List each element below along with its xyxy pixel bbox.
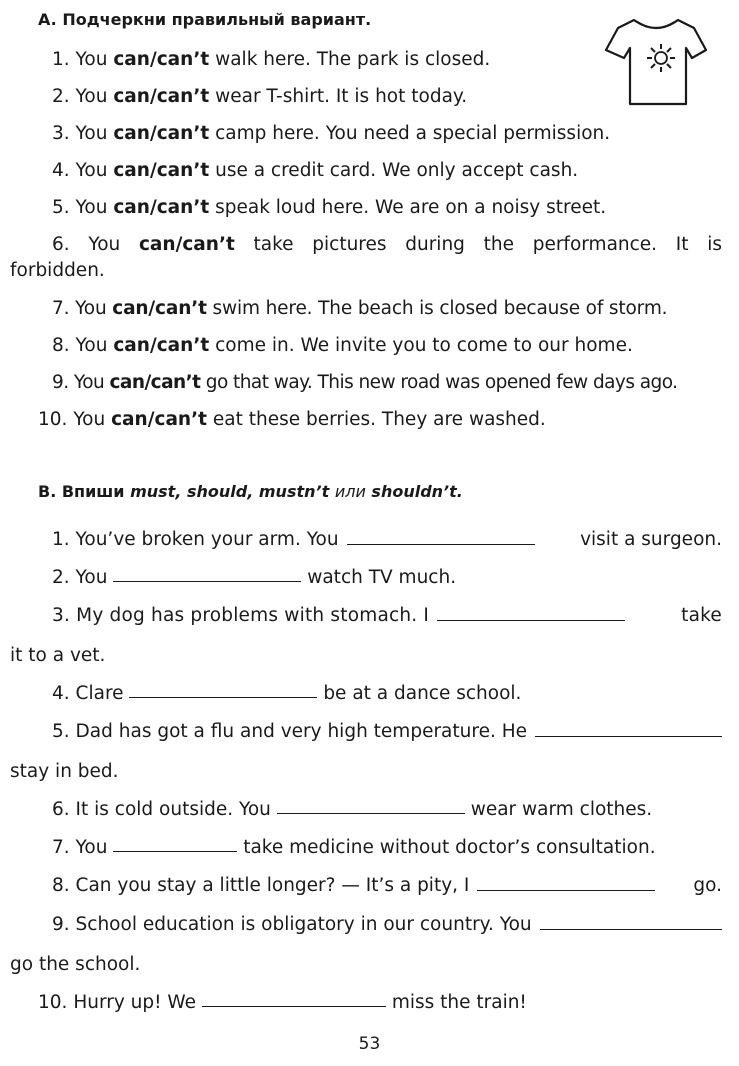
item-word: during [405,234,465,255]
item-text: wear T-shirt. It is hot today. [215,86,468,107]
item-text: Clare [75,683,124,704]
answer-blank[interactable] [113,580,301,582]
answer-blank[interactable] [437,619,625,621]
item-number: 7. [52,837,70,858]
item-number: 3. [52,605,71,626]
modal-choice[interactable]: can/can’t [113,49,210,70]
item-number: 8. [52,335,70,356]
item-number: 3. [52,123,70,144]
item-text: You [75,837,108,858]
exercise-b-item [38,991,527,1015]
modal-choice[interactable]: can/can’t [113,160,210,181]
item-text: wear warm clothes. [470,799,653,820]
item-continuation: go the school. [10,954,141,975]
item-number: 10. [38,409,68,430]
item-text: You [75,298,107,319]
modal-choice[interactable]: can/can’t [113,335,210,356]
item-text: eat these berries. They are washed. [212,409,546,430]
tshirt-sun-icon [604,14,708,110]
exercise-b-item [52,720,722,744]
item-text: You [75,567,108,588]
item-text: watch TV much. [307,567,457,588]
item-text: camp here. You need a special permission. [215,123,611,144]
item-text [52,913,532,937]
item-text: go that way. This new road was opened few days ago. [205,372,678,393]
exercise-a-item [52,196,606,220]
modal-choice[interactable]: can/can’t [109,372,201,393]
item-word: the [483,234,514,255]
item-text: use a credit card. We only accept cash. [215,160,579,181]
item-number: 1. [52,529,70,550]
item-text: take medicine without doctor’s consultation. [243,837,656,858]
exercise-a-item [10,233,722,283]
item-number: 9. [52,372,69,393]
item-text [52,528,339,552]
item-text: come in. We invite you to come to our home. [215,335,633,356]
item-number: 9. [52,914,70,935]
answer-blank[interactable] [477,889,655,891]
item-text: You [75,49,108,70]
item-text: You [73,372,105,393]
item-text: You [88,234,121,255]
section-a-heading: A. Подчеркни правильный вариант. [38,10,372,29]
page-number: 53 [358,1034,381,1054]
item-text: You’ve broken your arm. You [75,529,339,550]
item-text: You [75,197,108,218]
item-text: My dog has problems with stomach. I [76,605,430,626]
item-number: 4. [52,160,70,181]
answer-blank[interactable] [113,850,237,852]
item-continuation: stay in bed. [10,761,119,782]
item-word: take [253,234,294,255]
answer-blank[interactable] [202,1005,386,1007]
item-text [52,720,527,744]
exercise-a-item [52,371,678,395]
exercise-b-item [52,874,722,898]
exercise-a-item [52,334,633,358]
modal-choice[interactable]: can/can’t [112,298,207,319]
item-number: 8. [52,875,70,896]
item-text: walk here. The park is closed. [215,49,491,70]
item-text [52,874,469,898]
item-text: It is cold outside. You [75,799,271,820]
item-word: is [707,234,722,255]
exercise-a-item [52,85,467,109]
item-text: Dad has got a flu and very high temperature. He [75,721,528,742]
item-text: You [73,409,106,430]
exercise-b-item [52,836,656,860]
item-text: visit a surgeon. [580,529,722,550]
item-continuation: forbidden. [10,260,105,281]
answer-blank[interactable] [277,812,465,814]
modal-choice[interactable]: can/can’t [113,197,210,218]
modal-choice[interactable]: can/can’t [113,86,210,107]
item-text: go. [693,875,722,896]
exercise-b-item [52,566,456,590]
exercise-a-item [52,122,610,146]
item-text: You [75,335,108,356]
item-word: performance. [532,234,658,255]
item-text: swim here. The beach is closed because of storm. [212,298,668,319]
item-text: Can you stay a little longer? — It’s a pity, I [75,875,470,896]
item-number: 10. [38,992,68,1013]
item-number: 6. [52,799,70,820]
section-b-heading: B. Впиши must, should, mustn’t или shouldn’t. [38,482,463,501]
modal-choice[interactable]: can/can’t [138,234,235,255]
item-number: 2. [52,86,70,107]
item-number: 5. [52,197,70,218]
item-text: speak loud here. We are on a noisy street. [215,197,607,218]
exercise-a-item [52,159,578,183]
answer-blank[interactable] [540,928,722,930]
item-number: 2. [52,567,70,588]
exercise-b-item [52,604,722,628]
modal-choice[interactable]: can/can’t [111,409,207,430]
item-word: pictures [312,234,387,255]
item-number: 4. [52,683,70,704]
item-text: School education is obligatory in our country. You [75,914,532,935]
answer-blank[interactable] [347,543,535,545]
item-text: be at a dance school. [323,683,522,704]
answer-blank[interactable] [535,735,722,737]
item-text: 6. [52,234,70,255]
exercise-b-item [52,528,722,552]
item-word: It [675,234,689,255]
item-text: take [681,605,722,626]
exercise-a-item [52,297,667,321]
item-continuation: it to a vet. [10,645,106,666]
exercise-b-item [52,798,652,822]
exercise-a-item [38,408,546,432]
item-text: Hurry up! We [73,992,197,1013]
item-number: 7. [52,298,70,319]
exercise-a-item [52,48,490,72]
exercise-b-item [52,682,521,706]
answer-blank[interactable] [129,696,317,698]
item-text: You [75,86,108,107]
modal-choice[interactable]: can/can’t [113,123,210,144]
item-text: miss the train! [391,992,527,1013]
item-text [52,604,429,628]
item-text: You [75,123,108,144]
exercise-b-item [52,913,722,937]
item-number: 1. [52,49,70,70]
item-number: 5. [52,721,70,742]
item-text: You [75,160,108,181]
